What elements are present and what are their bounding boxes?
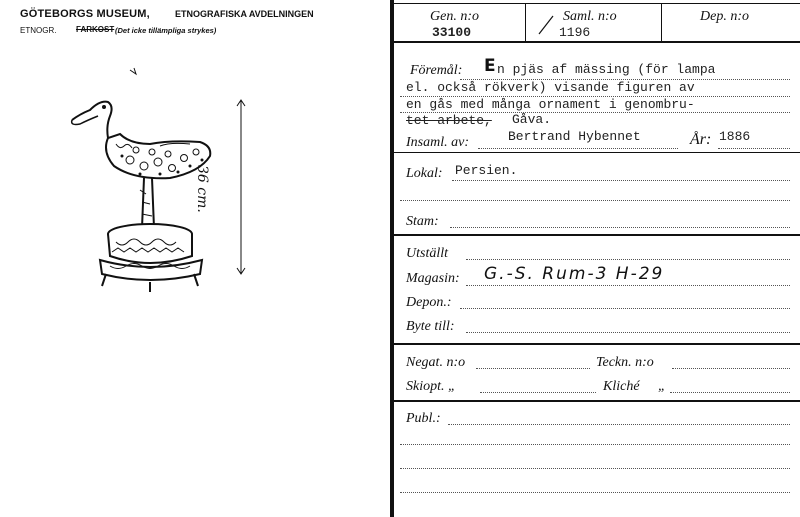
saml-number-label: Saml. n:o [563,9,617,24]
department-name: ETNOGRAFISKA AVDELNINGEN [175,9,314,19]
kliche-mark: „ [658,379,666,394]
museum-name: GÖTEBORGS MUSEUM, [20,8,150,20]
foremal-line-3: en gås med många ornament i genombru- [406,97,695,112]
insaml-label: Insaml. av: [406,135,469,150]
foremal-dotline-3 [400,112,790,113]
kliche-dotline [670,392,790,393]
foremal-line-1: n pjäs af mässing (för lampa [497,62,716,77]
magasin-value: G.-S. Rum-3 H-29 [484,264,665,284]
teckn-dotline [672,368,790,369]
tick-mark [537,12,557,38]
publ-dotline-2 [400,444,790,445]
lokal-label: Lokal: [406,166,443,181]
header-bottom-border [394,41,800,43]
publ-dotline-3 [400,468,790,469]
card-left-border [390,0,394,517]
utstallt-dotline [466,259,790,260]
dep-number-label: Dep. n:o [700,9,749,24]
header-divider-1 [525,3,526,41]
section-divider-1 [394,152,800,153]
section-divider-4 [394,400,800,402]
publ-dotline-4 [400,492,790,493]
lokal-value: Persien. [455,163,518,178]
card-top-border [394,3,800,4]
ar-dotline [718,148,790,149]
publ-dotline-1 [448,424,790,425]
stam-label: Stam: [406,214,439,229]
insaml-dotline [478,148,678,149]
depon-label: Depon.: [406,295,452,310]
skiopt-label: Skiopt. „ [406,379,456,394]
stam-dotline [450,227,790,228]
foremal-initial: E [484,56,496,76]
skiopt-dotline [480,392,596,393]
gen-number-label: Gen. n:o [430,9,479,24]
goose-figure-drawing [60,60,240,300]
section-divider-3 [394,343,800,345]
kliche-label: Kliché [603,379,640,394]
teckn-label: Teckn. n:o [596,355,654,370]
gen-number-value: 33100 [432,25,472,40]
byte-dotline [466,332,790,333]
foremal-line-2: el. också rökverk) visande figuren av [406,80,695,95]
measurement-line [234,98,248,278]
measurement-label: 36 cm. [194,165,210,213]
foremal-dotline-1 [460,79,790,80]
byte-label: Byte till: [406,319,455,334]
section-divider-2 [394,234,800,236]
strike-instruction: (Det icke tillämpliga strykes) [115,26,217,35]
foremal-label: Föremål: [410,63,463,78]
foremal-line-4-rest: Gåva. [512,112,552,127]
magasin-dotline [466,285,790,286]
lokal-dotline-2 [400,200,790,201]
ar-value: 1886 [719,129,751,144]
negat-dotline [476,368,590,369]
lokal-dotline-1 [452,180,790,181]
negat-label: Negat. n:o [406,355,466,370]
foremal-dotline-2 [400,96,790,97]
etnogr-label: ETNOGR. [20,26,57,35]
depon-dotline [460,308,790,309]
ar-label: År: [690,131,712,148]
publ-label: Publ.: [406,411,441,426]
utstallt-label: Utställt [406,246,449,261]
magasin-label: Magasin: [406,271,460,286]
saml-number-value: 1196 [559,25,591,40]
struck-category: FARKOST [76,25,115,34]
insaml-value: Bertrand Hybennet [508,129,641,144]
foremal-line-4-struck: tet arbete, [406,113,492,128]
header-divider-2 [661,3,662,41]
